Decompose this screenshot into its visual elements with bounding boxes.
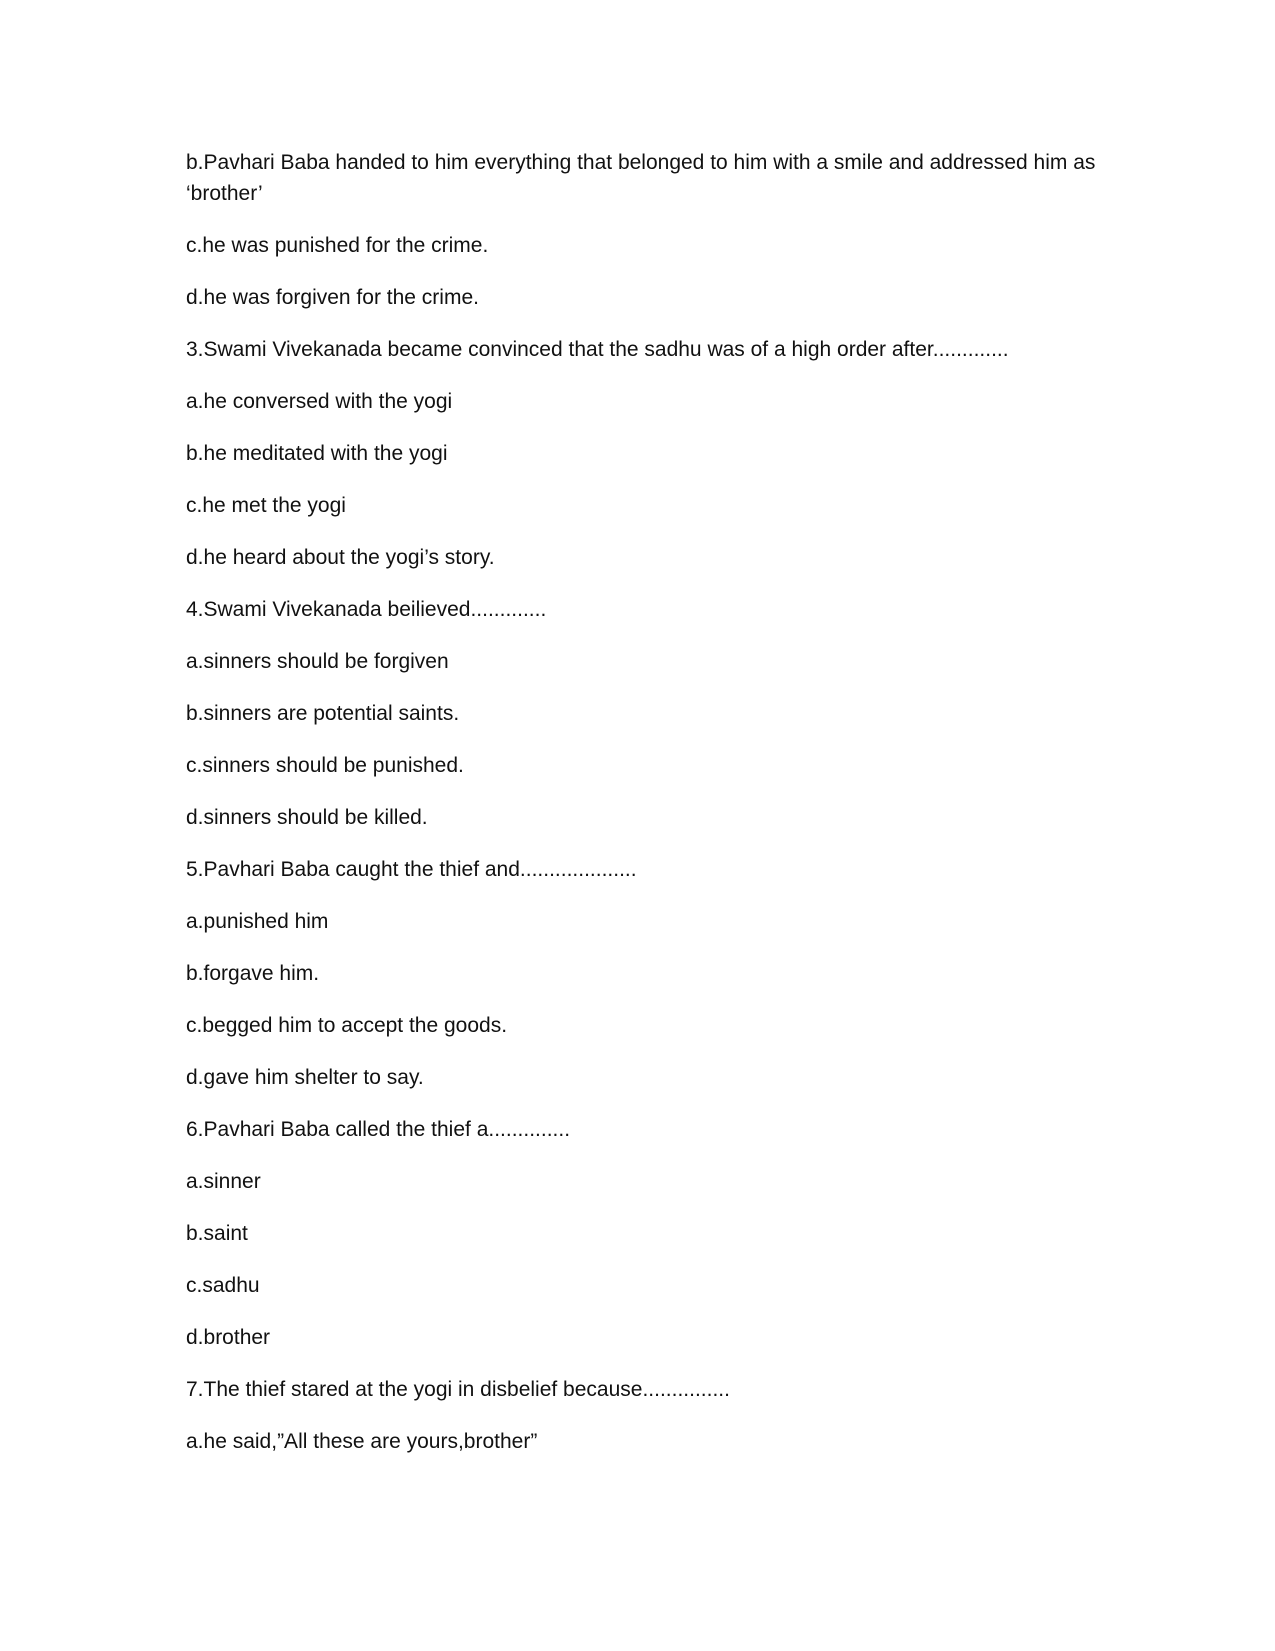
question-6: 6.Pavhari Baba called the thief a.............. [186, 1118, 571, 1141]
option-a-q7: a.he said,”All these are yours,brother” [186, 1430, 538, 1453]
question-3: 3.Swami Vivekanada became convinced that the sadhu was of a high order after............. [186, 338, 1009, 361]
question-5: 5.Pavhari Baba caught the thief and.................... [186, 858, 637, 881]
option-d-q3: d.he heard about the yogi’s story. [186, 546, 495, 569]
option-b-q3: b.he meditated with the yogi [186, 442, 448, 465]
option-a-q3: a.he conversed with the yogi [186, 390, 453, 413]
option-c-q4: c.sinners should be punished. [186, 754, 464, 777]
option-b-q5: b.forgave him. [186, 962, 320, 985]
option-d-q6: d.brother [186, 1326, 271, 1349]
option-c-q2: c.he was punished for the crime. [186, 234, 489, 257]
option-a-q6: a.sinner [186, 1170, 261, 1193]
question-4: 4.Swami Vivekanada beilieved............. [186, 598, 547, 621]
option-c-q3: c.he met the yogi [186, 494, 346, 517]
option-a-q4: a.sinners should be forgiven [186, 650, 449, 673]
option-c-q6: c.sadhu [186, 1274, 260, 1297]
option-b-q2: b.Pavhari Baba handed to him everything that belonged to him with a smile and addressed him as ‘brother’ [186, 151, 1096, 205]
option-d-q4: d.sinners should be killed. [186, 806, 428, 829]
question-7: 7.The thief stared at the yogi in disbelief because............... [186, 1378, 730, 1401]
option-b-q6: b.saint [186, 1222, 248, 1245]
option-d-q5: d.gave him shelter to say. [186, 1066, 424, 1089]
option-d-q2: d.he was forgiven for the crime. [186, 286, 479, 309]
option-a-q5: a.punished him [186, 910, 329, 933]
option-b-q4: b.sinners are potential saints. [186, 702, 460, 725]
document-body [186, 147, 1126, 1478]
option-c-q5: c.begged him to accept the goods. [186, 1014, 508, 1037]
